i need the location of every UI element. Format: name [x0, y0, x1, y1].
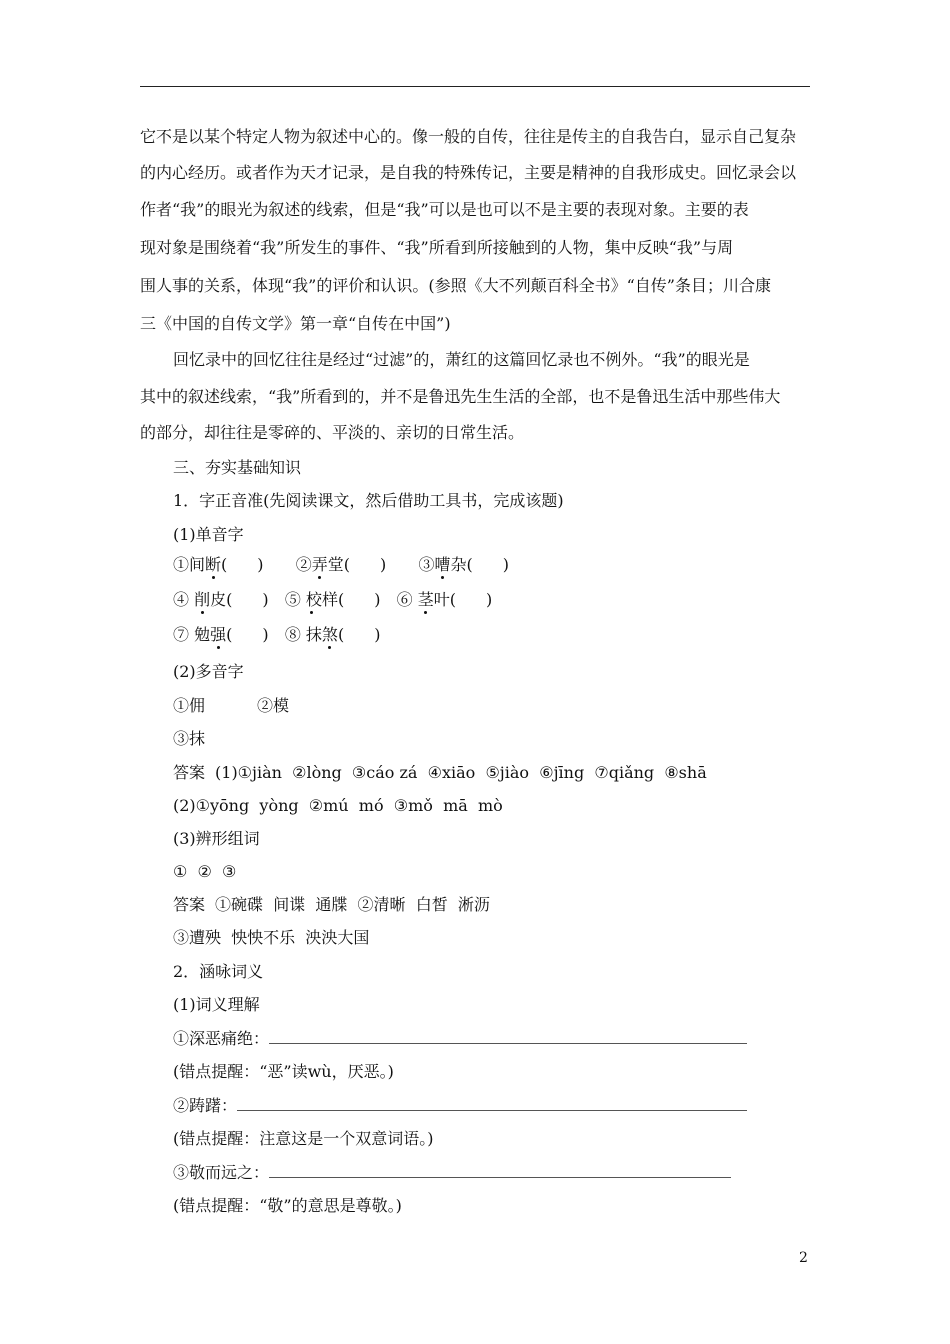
text-line: 的内心经历。或者作为天才记录，是自我的特殊传记，主要是精神的自我形成史。回忆录会以 — [140, 163, 797, 182]
vocab-item — [173, 1029, 853, 1049]
answer-text: (1)①jiàn ②lòng ③cáo zá ④xiāo ⑤jiào ⑥jīng ⑦qiǎng ⑧shā — [215, 763, 707, 782]
poly-char-row — [173, 696, 853, 716]
single-char-item: ③嘈杂( ) — [418, 555, 510, 574]
question-title: 1．字正音准(先阅读课文，然后借助工具书，完成该题) — [173, 491, 564, 510]
answer-blank[interactable] — [269, 1163, 731, 1178]
single-char-row — [173, 590, 853, 610]
answer-line: ③遭殃 怏怏不乐 泱泱大国 — [173, 928, 370, 947]
answer-line — [173, 895, 853, 915]
vocab-item — [173, 1096, 853, 1116]
vocab-item — [173, 1163, 853, 1183]
single-char-row — [173, 555, 853, 575]
answer-blank[interactable] — [237, 1096, 747, 1111]
text-line: 现对象是围绕着“我”所发生的事件、“我”所看到所接触到的人物，集中反映“我”与周 — [140, 238, 734, 257]
header-rule — [140, 86, 810, 87]
single-char-item: ④ 削皮( ) — [173, 590, 269, 609]
answer-text: ①碗碟 间谍 通牒 ②清晰 白皙 淅沥 — [215, 895, 490, 914]
answer-blank[interactable] — [269, 1029, 747, 1044]
subsection-title: (1)词义理解 — [173, 995, 260, 1014]
text-line: 围人事的关系，体现“我”的评价和认识。(参照《大不列颠百科全书》“自传”条目；川合康 — [140, 276, 771, 295]
text-line: 三《中国的自传文学》第一章“自传在中国”) — [140, 314, 451, 333]
single-char-item: ⑦ 勉强( ) — [173, 625, 269, 644]
single-char-item: ⑤ 校样( ) — [284, 590, 381, 609]
single-char-item: ①间断( ) — [173, 555, 264, 574]
single-char-item: ⑧ 抹煞( ) — [284, 625, 381, 644]
question-title: 2．涵咏词义 — [173, 962, 264, 981]
page-number: 2 — [799, 1250, 808, 1266]
text-line: 回忆录中的回忆往往是经过“过滤”的，萧红的这篇回忆录也不例外。“我”的眼光是 — [173, 350, 750, 369]
poly-char-item: ②模 — [257, 696, 290, 715]
text-line: 作者“我”的眼光为叙述的线索，但是“我”可以是也可以不是主要的表现对象。主要的表 — [140, 200, 749, 219]
answer-label: 答案 — [173, 763, 206, 782]
hint-text: (错点提醒：注意这是一个双意词语。) — [173, 1129, 434, 1148]
poly-char-item: ③抹 — [173, 729, 206, 748]
vocab-term: ①深恶痛绝： — [173, 1029, 270, 1048]
text-line: 的部分，却往往是零碎的、平淡的、亲切的日常生活。 — [140, 423, 525, 442]
poly-char-item: ①佣 — [173, 696, 206, 715]
vocab-term: ③敬而远之： — [173, 1163, 270, 1182]
shape-items: ① ② ③ — [173, 862, 237, 881]
answer-line — [173, 763, 853, 783]
subsection-title: (3)辨形组词 — [173, 829, 260, 848]
answer-label: 答案 — [173, 895, 206, 914]
section-heading: 三、夯实基础知识 — [173, 458, 302, 477]
answer-line: (2)①yōng yòng ②mú mó ③mǒ mā mò — [173, 796, 503, 815]
hint-text: (错点提醒：“恶”读wù，厌恶。) — [173, 1062, 394, 1081]
single-char-item: ②弄堂( ) — [295, 555, 387, 574]
single-char-item: ⑥ 茎叶( ) — [396, 590, 493, 609]
text-line: 它不是以某个特定人物为叙述中心的。像一般的自传，往往是传主的自我告白，显示自己复杂 — [140, 127, 797, 146]
single-char-row — [173, 625, 853, 645]
subsection-title: (1)单音字 — [173, 525, 244, 544]
subsection-title: (2)多音字 — [173, 662, 244, 681]
text-line: 其中的叙述线索，“我”所看到的，并不是鲁迅先生生活的全部，也不是鲁迅生活中那些伟大 — [140, 387, 781, 406]
vocab-term: ②踌躇： — [173, 1096, 238, 1115]
hint-text: (错点提醒：“敬”的意思是尊敬。) — [173, 1196, 402, 1215]
